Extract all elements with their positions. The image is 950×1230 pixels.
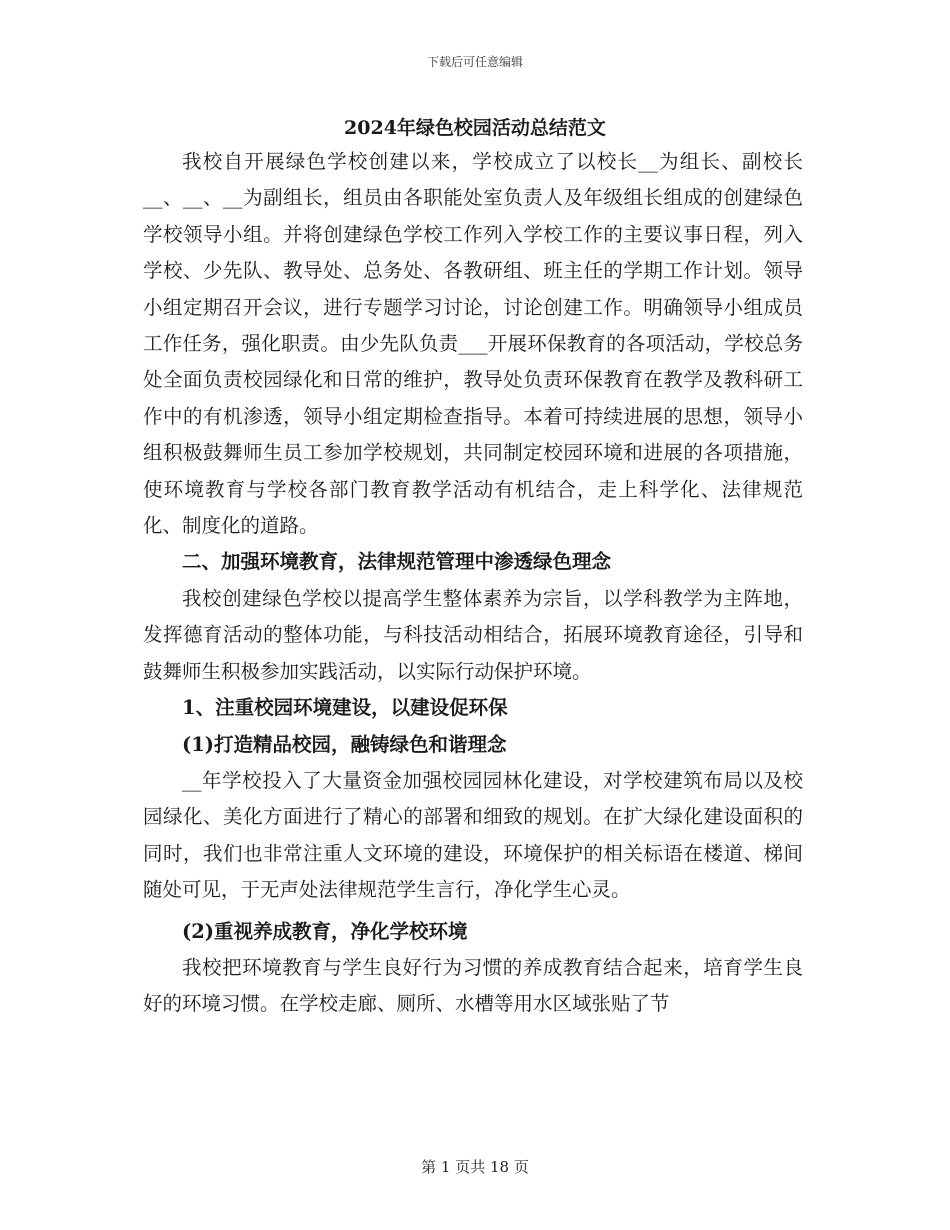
subsection-heading-1-2: (2)重视养成教育，净化学校环境: [182, 919, 468, 943]
header-note: 下载后可任意编辑: [426, 55, 523, 69]
paragraph-subsection-1-1: __年学校投入了大量资金加强校园园林化建设，对学校建筑布局以及校园绿化、美化方面进行了精心的部署和细致的规划。在扩大绿化建设面积的同时，我们也非常注重人文环境的建设，环境保护的相关标语在楼道、梯间随处可见，于无声处法律规范学生言行，净化学生心灵。: [143, 768, 803, 902]
document-body: [143, 144, 803, 1023]
paragraph-section-2: 我校创建绿色学校以提高学生整体素养为宗旨，以学科教学为主阵地，发挥德育活动的整体功能，与科技活动相结合，拓展环境教育途径，引导和鼓舞师生积极参加实践活动，以实际行动保护环境。: [143, 586, 803, 683]
subsection-heading-1: 1、注重校园环境建设，以建设促环保: [182, 696, 508, 720]
paragraph-subsection-1-2: 我校把环境教育与学生良好行为习惯的养成教育结合起来，培育学生良好的环境习惯。在学校走廊、厕所、水槽等用水区域张贴了节: [143, 955, 803, 1016]
subsection-heading-1-1: (1)打造精品校园，融铸绿色和谐理念: [182, 732, 507, 756]
section-heading-2: 二、加强环境教育，法律规范管理中渗透绿色理念: [182, 550, 612, 574]
paragraph-intro: 我校自开展绿色学校创建以来，学校成立了以校长__为组长、副校长__、__、__为副组长，组员由各职能处室负责人及年级组长组成的创建绿色学校领导小组。并将创建绿色学校工作列入学校工作的主要议事日程，列入学校、少先队、教导处、总务处、各教研组、班主任的学期工作计划。领导小组定期召开会议，进行专题学习讨论，讨论创建工作。明确领导小组成员工作任务，强化职责。由少先队负责___开展环保教育的各项活动，学校总务处全面负责校园绿化和日常的维护，教导处负责环保教育在教学及教科研工作中的有机渗透，领导小组定期检查指导。本着可持续进展的思想，领导小组积极鼓舞师生员工参加学校规划，共同制定校园环境和进展的各项措施，使环境教育与学校各部门教育教学活动有机结合，走上科学化、法律规范化、制度化的道路。: [143, 150, 803, 538]
page-number: 第 1 页共 18 页: [421, 1158, 529, 1176]
document-title: 2024年绿色校园活动总结范文: [344, 117, 606, 139]
